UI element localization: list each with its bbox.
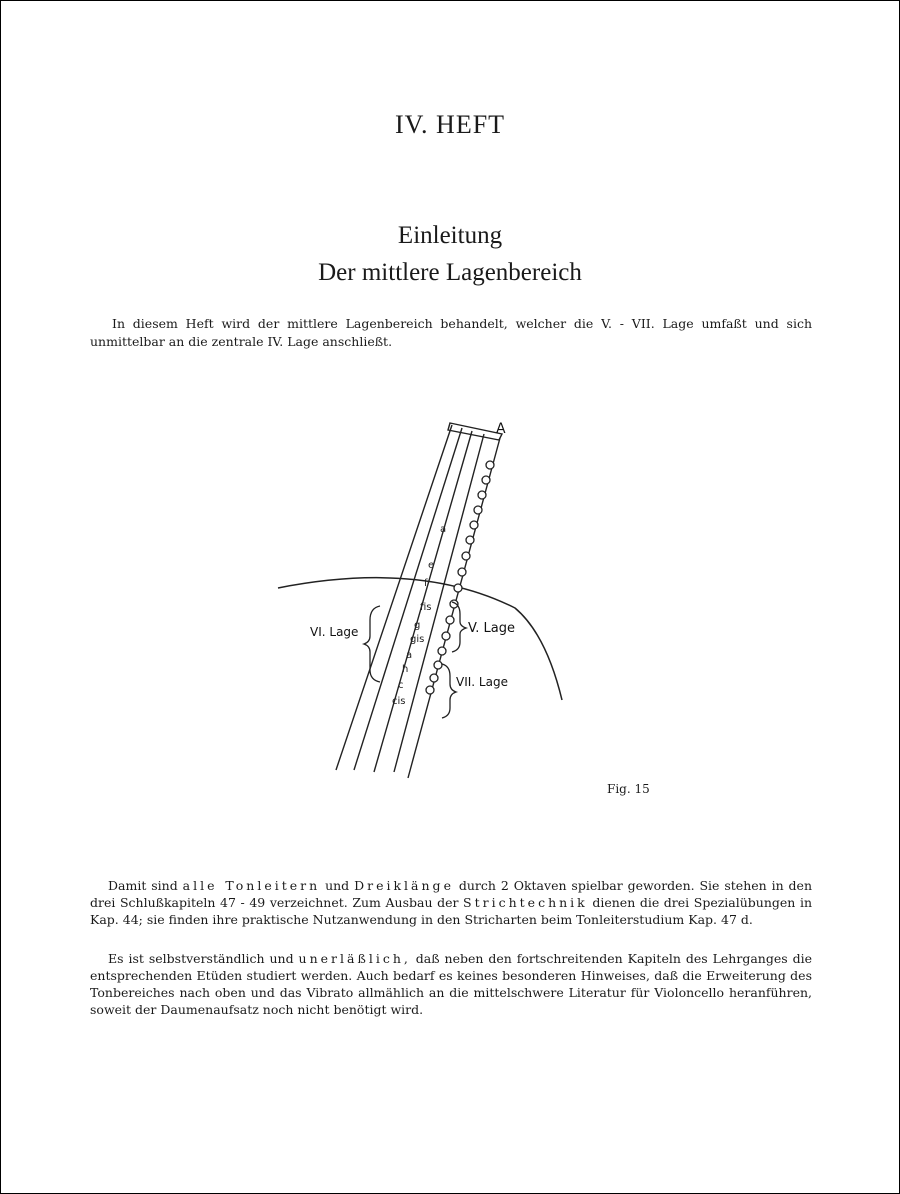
body-paragraph-2 <box>90 950 812 1018</box>
spaced-emphasis: alle Tonleitern <box>182 878 321 893</box>
note-letter: cis <box>392 696 406 707</box>
spaced-emphasis: Dreiklänge <box>354 878 454 893</box>
spaced-emphasis: unerläßlich, <box>298 951 411 966</box>
fingerboard-diagram <box>270 410 600 780</box>
note-letter: a <box>440 524 447 535</box>
intro-paragraph: In diesem Heft wird der mittlere Lagenbereich behandelt, welcher die V. - VII. Lage umfaßt und sich unmittelbar an die zentrale IV. Lage anschließt. <box>90 316 812 349</box>
text-run: durch 2 Oktaven spielbar geworden. Sie stehen in den drei Schlußkapiteln 47 - 49 verzeichnet. Zum Ausbau der <box>90 878 812 910</box>
string-label-a: A <box>496 421 506 437</box>
nut <box>448 423 502 440</box>
page-subtitle: Der mittlere Lagenbereich <box>318 259 582 286</box>
note-letter: c <box>398 680 404 691</box>
spaced-emphasis: Strichtechnik <box>463 895 588 910</box>
text-run: dienen die drei Spezialübungen in Kap. 44; sie finden ihre praktische Nutzanwendung in den Stricharten beim Tonleiterstudium Kap. 47 d. <box>90 895 812 927</box>
string-line <box>336 425 452 770</box>
label-right-upper: V. Lage <box>468 621 515 636</box>
bracket-right-lower <box>442 664 456 718</box>
text-run: und <box>320 878 355 893</box>
note-letter: g <box>414 620 421 631</box>
note-letter: fis <box>420 602 432 613</box>
bracket-left <box>364 606 380 682</box>
figure-caption: Fig. 15 <box>607 782 650 796</box>
string-line <box>394 434 484 772</box>
text-run: Es ist selbstverständlich und <box>108 951 299 966</box>
text-run: Damit sind <box>108 878 183 893</box>
label-right-lower: VII. Lage <box>456 675 508 689</box>
note-letter: a <box>406 650 413 661</box>
note-letter: e <box>428 560 435 571</box>
fingerboard-strings <box>336 425 500 778</box>
finger-dots <box>426 461 494 694</box>
text-run: daß neben den fortschreitenden Kapiteln des Lehrganges die entsprechenden Etüden studiert werden. Auch bedarf es keines besonderen Hinweises, daß die Erweiterung des Tonbereiches nach oben und das Vibrato allmählich an die mittelschwere Literatur für Violoncello heranführen, soweit der Daumenaufsatz noch nicht benötigt wird. <box>90 951 812 1017</box>
note-letter: f <box>424 578 428 589</box>
page-title: Einleitung <box>397 222 503 249</box>
note-letter: h <box>402 664 409 675</box>
heft-heading: IV. HEFT <box>394 110 506 139</box>
label-left: VI. Lage <box>310 625 359 639</box>
body-paragraph-1 <box>90 877 812 928</box>
note-letter: gis <box>410 634 425 645</box>
